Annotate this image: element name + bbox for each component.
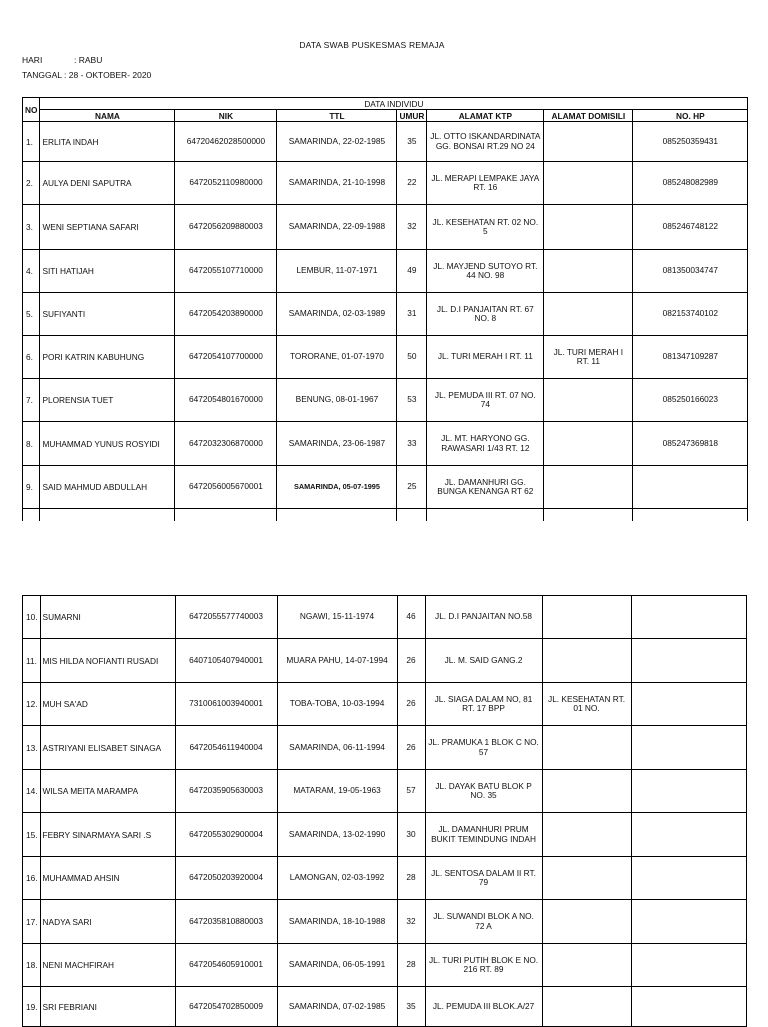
row-no-hp: 085250359431 xyxy=(633,122,748,162)
row-alamat-domisili xyxy=(544,162,633,205)
hari-label: HARI xyxy=(22,55,43,65)
row-number: 18. xyxy=(23,944,41,987)
document-title: DATA SWAB PUSKESMAS REMAJA xyxy=(299,40,445,50)
row-nik: 6407105407940001 xyxy=(175,639,277,683)
row-nik: 6472055577740003 xyxy=(175,596,277,639)
row-ttl: MATARAM, 19-05-1963 xyxy=(277,770,397,813)
row-number: 5. xyxy=(23,293,40,336)
row-umur: 25 xyxy=(397,466,427,509)
row-alamat-domisili xyxy=(542,813,631,857)
row-alamat-domisili: JL. KESEHATAN RT. 01 NO. xyxy=(542,683,631,726)
row-alamat-domisili xyxy=(544,466,633,509)
row-alamat-ktp: JL. SIAGA DALAM NO, 81 RT. 17 BPP xyxy=(425,683,542,726)
row-nama: MUHAMMAD YUNUS ROSYIDI xyxy=(40,422,175,466)
row-nama: MIS HILDA NOFIANTI RUSADI xyxy=(40,639,175,683)
hari-line xyxy=(22,55,102,65)
row-nama: NADYA SARI xyxy=(40,900,175,944)
row-no-hp xyxy=(631,857,746,900)
row-nama: WENI SEPTIANA SAFARI xyxy=(40,205,175,250)
row-umur: 33 xyxy=(397,422,427,466)
row-nik: 6472056209880003 xyxy=(175,205,277,250)
row-nama: FEBRY SINARMAYA SARI .S xyxy=(40,813,175,857)
row-ttl: TORORANE, 01-07-1970 xyxy=(277,336,397,379)
table-row xyxy=(23,336,748,379)
row-umur: 32 xyxy=(397,205,427,250)
row-no-hp: 085250166023 xyxy=(633,379,748,422)
row-no-hp xyxy=(631,900,746,944)
row-nama: SRI FEBRIANI xyxy=(40,987,175,1027)
row-ttl: SAMARINDA, 06-05-1991 xyxy=(277,944,397,987)
row-umur: 30 xyxy=(397,813,425,857)
row-number: 16. xyxy=(23,857,41,900)
row-nama: MUH SA'AD xyxy=(40,683,175,726)
row-alamat-ktp: JL. TURI MERAH I RT. 11 xyxy=(427,336,544,379)
row-alamat-domisili xyxy=(542,900,631,944)
row-no-hp: 085247369818 xyxy=(633,422,748,466)
row-nik: 6472054605910001 xyxy=(175,944,277,987)
row-alamat-ktp: JL. D.I PANJAITAN RT. 67 NO. 8 xyxy=(427,293,544,336)
row-ttl: SAMARINDA, 05-07-1995 xyxy=(277,466,397,509)
row-alamat-domisili xyxy=(544,422,633,466)
row-umur: 22 xyxy=(397,162,427,205)
data-table-page-2 xyxy=(22,595,747,1027)
row-umur: 46 xyxy=(397,596,425,639)
empty-cell xyxy=(633,509,748,522)
row-umur: 26 xyxy=(397,639,425,683)
row-alamat-ktp: JL. TURI PUTIH BLOK E NO. 216 RT. 89 xyxy=(425,944,542,987)
row-nama: PLORENSIA TUET xyxy=(40,379,175,422)
header-data-individu: DATA INDIVIDU xyxy=(40,98,748,110)
row-umur: 53 xyxy=(397,379,427,422)
row-number: 3. xyxy=(23,205,40,250)
row-alamat-ktp: JL. SENTOSA DALAM II RT. 79 xyxy=(425,857,542,900)
row-alamat-domisili xyxy=(544,122,633,162)
empty-cell xyxy=(23,509,40,522)
data-table-page-1 xyxy=(22,97,748,521)
row-alamat-ktp: JL. DAMANHURI PRUM BUKIT TEMINDUNG INDAH xyxy=(425,813,542,857)
row-ttl: SAMARINDA, 18-10-1988 xyxy=(277,900,397,944)
row-alamat-domisili xyxy=(542,596,631,639)
row-nik: 6472054801670000 xyxy=(175,379,277,422)
row-no-hp xyxy=(631,813,746,857)
row-number: 10. xyxy=(23,596,41,639)
row-nik: 6472035810880003 xyxy=(175,900,277,944)
row-no-hp: 085246748122 xyxy=(633,205,748,250)
row-alamat-domisili xyxy=(542,944,631,987)
row-umur: 50 xyxy=(397,336,427,379)
row-nik: 6472054611940004 xyxy=(175,726,277,770)
row-number: 9. xyxy=(23,466,40,509)
row-umur: 28 xyxy=(397,857,425,900)
row-no-hp: 085248082989 xyxy=(633,162,748,205)
row-number: 15. xyxy=(23,813,41,857)
row-number: 7. xyxy=(23,379,40,422)
row-alamat-ktp: JL. OTTO ISKANDARDINATA GG. BONSAI RT.29 NO 24 xyxy=(427,122,544,162)
row-number: 14. xyxy=(23,770,41,813)
header-nama: NAMA xyxy=(40,110,175,122)
row-number: 1. xyxy=(23,122,40,162)
table-row xyxy=(23,466,748,509)
empty-cell xyxy=(397,509,427,522)
table-row xyxy=(23,944,747,987)
row-umur: 57 xyxy=(397,770,425,813)
row-number: 17. xyxy=(23,900,41,944)
row-nik: 6472050203920004 xyxy=(175,857,277,900)
row-ttl: SAMARINDA, 13-02-1990 xyxy=(277,813,397,857)
empty-cell xyxy=(175,509,277,522)
header-no: NO xyxy=(23,98,40,122)
row-ttl: SAMARINDA, 06-11-1994 xyxy=(277,726,397,770)
header-alamat-domisili: ALAMAT DOMISILI xyxy=(544,110,633,122)
header-ttl: TTL xyxy=(277,110,397,122)
row-alamat-domisili xyxy=(544,250,633,293)
row-number: 19. xyxy=(23,987,41,1027)
table-row xyxy=(23,293,748,336)
row-nama: SAID MAHMUD ABDULLAH xyxy=(40,466,175,509)
row-umur: 31 xyxy=(397,293,427,336)
row-alamat-domisili xyxy=(544,205,633,250)
row-nik: 6472032306870000 xyxy=(175,422,277,466)
row-no-hp xyxy=(631,639,746,683)
row-alamat-ktp: JL. MAYJEND SUTOYO RT. 44 NO. 98 xyxy=(427,250,544,293)
table-row xyxy=(23,122,748,162)
row-umur: 35 xyxy=(397,987,425,1027)
table-row xyxy=(23,205,748,250)
row-ttl: BENUNG, 08-01-1967 xyxy=(277,379,397,422)
row-ttl: TOBA-TOBA, 10-03-1994 xyxy=(277,683,397,726)
empty-cell xyxy=(427,509,544,522)
row-no-hp xyxy=(631,683,746,726)
row-ttl: SAMARINDA, 02-03-1989 xyxy=(277,293,397,336)
row-number: 2. xyxy=(23,162,40,205)
row-ttl: SAMARINDA, 21-10-1998 xyxy=(277,162,397,205)
row-alamat-ktp: JL. DAMANHURI GG. BUNGA KENANGA RT 62 xyxy=(427,466,544,509)
row-alamat-domisili xyxy=(542,639,631,683)
row-nama: SUMARNI xyxy=(40,596,175,639)
row-nama: PORI KATRIN KABUHUNG xyxy=(40,336,175,379)
row-umur: 28 xyxy=(397,944,425,987)
row-alamat-domisili xyxy=(544,293,633,336)
row-alamat-ktp: JL. PRAMUKA 1 BLOK C NO. 57 xyxy=(425,726,542,770)
table-row xyxy=(23,596,747,639)
row-nik: 6472054203890000 xyxy=(175,293,277,336)
row-alamat-domisili xyxy=(542,770,631,813)
row-number: 11. xyxy=(23,639,41,683)
row-no-hp xyxy=(631,596,746,639)
empty-cell xyxy=(40,509,175,522)
row-number: 13. xyxy=(23,726,41,770)
row-umur: 26 xyxy=(397,683,425,726)
empty-cell xyxy=(277,509,397,522)
table-row xyxy=(23,813,747,857)
row-alamat-ktp: JL. MERAPI LEMPAKE JAYA RT. 16 xyxy=(427,162,544,205)
header-no-hp: NO. HP xyxy=(633,110,748,122)
table-row xyxy=(23,683,747,726)
row-alamat-ktp: JL. PEMUDA III BLOK.A/27 xyxy=(425,987,542,1027)
row-ttl: SAMARINDA, 22-02-1985 xyxy=(277,122,397,162)
row-nik: 6472052110980000 xyxy=(175,162,277,205)
row-no-hp: 081350034747 xyxy=(633,250,748,293)
header-alamat-ktp: ALAMAT KTP xyxy=(427,110,544,122)
row-no-hp xyxy=(631,987,746,1027)
row-nama: ERLITA INDAH xyxy=(40,122,175,162)
table-row xyxy=(23,726,747,770)
row-nama: SUFIYANTI xyxy=(40,293,175,336)
row-no-hp xyxy=(631,944,746,987)
row-alamat-domisili xyxy=(542,726,631,770)
row-alamat-domisili xyxy=(544,379,633,422)
table-row xyxy=(23,639,747,683)
row-umur: 35 xyxy=(397,122,427,162)
row-ttl: SAMARINDA, 23-06-1987 xyxy=(277,422,397,466)
row-ttl: MUARA PAHU, 14-07-1994 xyxy=(277,639,397,683)
row-nama: WILSA MEITA MARAMPA xyxy=(40,770,175,813)
row-nik: 6472054702850009 xyxy=(175,987,277,1027)
row-alamat-domisili: JL. TURI MERAH I RT. 11 xyxy=(544,336,633,379)
table-row xyxy=(23,900,747,944)
row-alamat-domisili xyxy=(542,857,631,900)
row-alamat-domisili xyxy=(542,987,631,1027)
row-nik: 7310061003940001 xyxy=(175,683,277,726)
row-no-hp xyxy=(631,770,746,813)
row-nik: 6472055302900004 xyxy=(175,813,277,857)
tanggal-line: TANGGAL : 28 - OKTOBER- 2020 xyxy=(22,70,152,80)
row-ttl: LEMBUR, 11-07-1971 xyxy=(277,250,397,293)
row-nik: 6472056005670001 xyxy=(175,466,277,509)
row-umur: 26 xyxy=(397,726,425,770)
table-row xyxy=(23,422,748,466)
row-alamat-ktp: JL. KESEHATAN RT. 02 NO. 5 xyxy=(427,205,544,250)
row-number: 6. xyxy=(23,336,40,379)
row-ttl: SAMARINDA, 22-09-1988 xyxy=(277,205,397,250)
row-no-hp: 082153740102 xyxy=(633,293,748,336)
row-nama: SITI HATIJAH xyxy=(40,250,175,293)
row-nik: 6472055107710000 xyxy=(175,250,277,293)
row-nik: 64720462028500000 xyxy=(175,122,277,162)
table-row xyxy=(23,250,748,293)
table-row xyxy=(23,162,748,205)
table-row xyxy=(23,379,748,422)
hari-value: : RABU xyxy=(74,55,103,65)
row-nama: MUHAMMAD AHSIN xyxy=(40,857,175,900)
row-umur: 32 xyxy=(397,900,425,944)
row-nik: 6472054107700000 xyxy=(175,336,277,379)
header-nik: NIK xyxy=(175,110,277,122)
header-umur: UMUR xyxy=(397,110,427,122)
row-no-hp: 081347109287 xyxy=(633,336,748,379)
table-row xyxy=(23,857,747,900)
table-row xyxy=(23,987,747,1027)
row-alamat-ktp: JL. PEMUDA III RT. 07 NO. 74 xyxy=(427,379,544,422)
row-ttl: LAMONGAN, 02-03-1992 xyxy=(277,857,397,900)
table-row xyxy=(23,770,747,813)
row-no-hp xyxy=(633,466,748,509)
row-nama: AULYA DENI SAPUTRA xyxy=(40,162,175,205)
row-nama: NENI MACHFIRAH xyxy=(40,944,175,987)
row-umur: 49 xyxy=(397,250,427,293)
empty-cell xyxy=(544,509,633,522)
row-number: 8. xyxy=(23,422,40,466)
row-alamat-ktp: JL. MT. HARYONO GG. RAWASARI 1/43 RT. 12 xyxy=(427,422,544,466)
row-alamat-ktp: JL. M. SAID GANG.2 xyxy=(425,639,542,683)
row-nik: 6472035905630003 xyxy=(175,770,277,813)
row-no-hp xyxy=(631,726,746,770)
row-alamat-ktp: JL. D.I PANJAITAN NO.58 xyxy=(425,596,542,639)
row-number: 4. xyxy=(23,250,40,293)
row-nama: ASTRIYANI ELISABET SINAGA xyxy=(40,726,175,770)
row-alamat-ktp: JL. DAYAK BATU BLOK P NO. 35 xyxy=(425,770,542,813)
row-ttl: SAMARINDA, 07-02-1985 xyxy=(277,987,397,1027)
row-number: 12. xyxy=(23,683,41,726)
row-alamat-ktp: JL. SUWANDI BLOK A NO. 72 A xyxy=(425,900,542,944)
row-ttl: NGAWI, 15-11-1974 xyxy=(277,596,397,639)
